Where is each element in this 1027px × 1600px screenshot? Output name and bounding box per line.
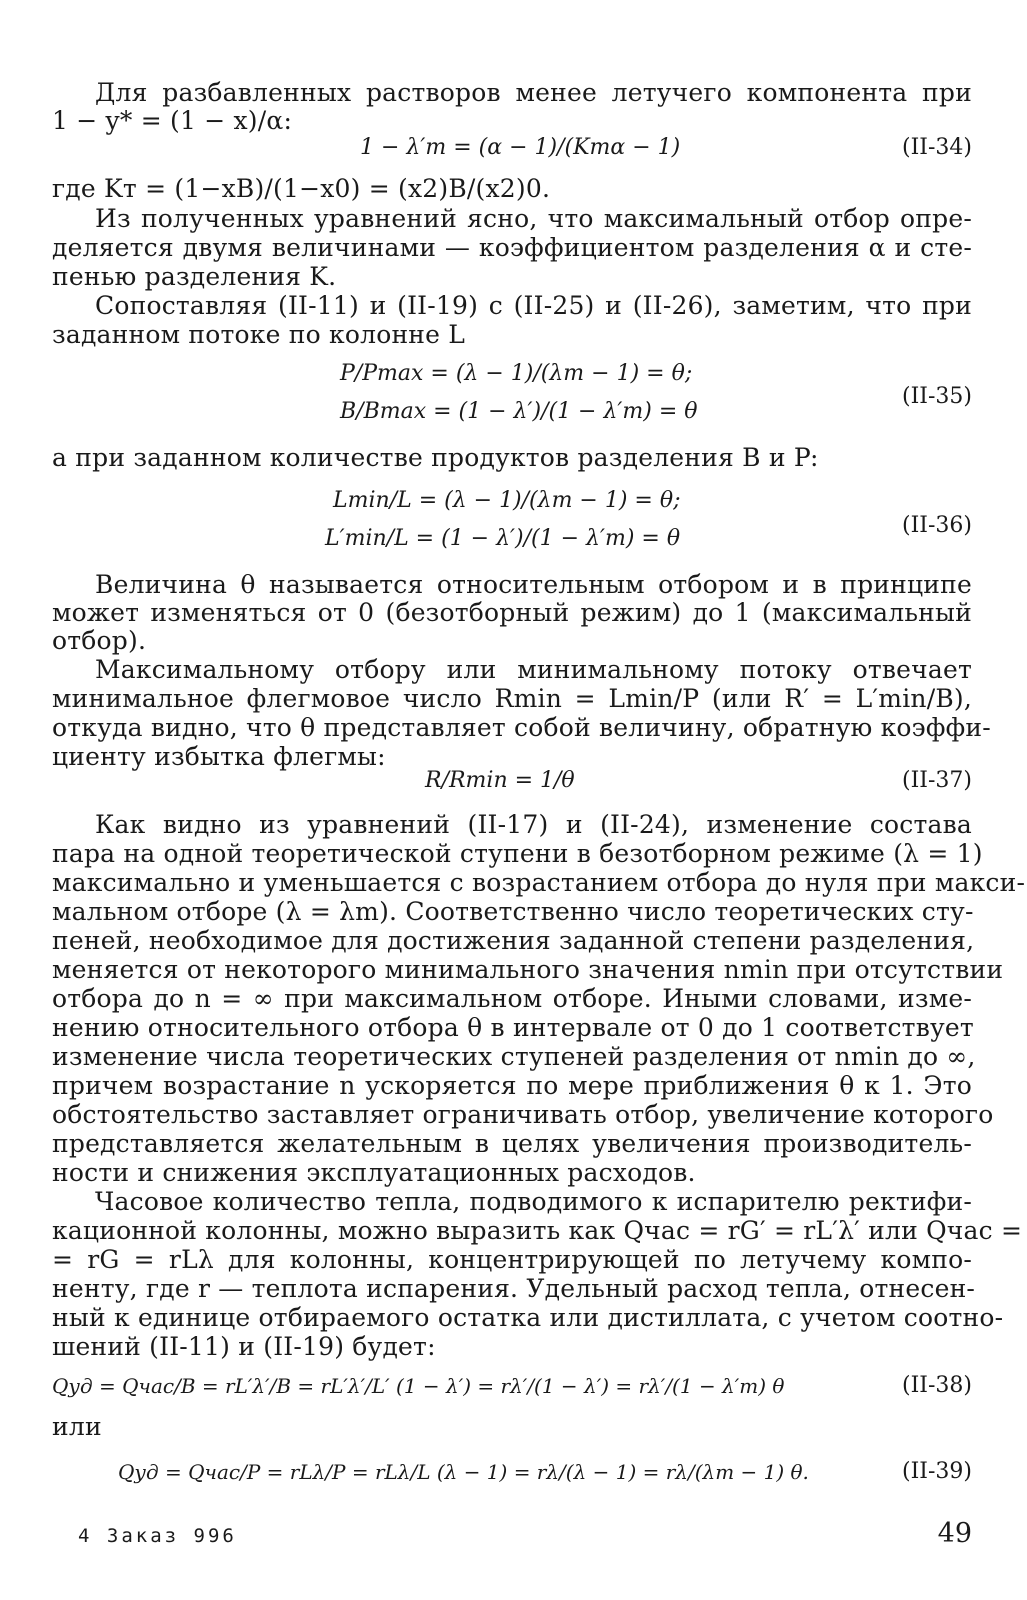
- text-line: Для разбавленных растворов менее летучего компонента при: [95, 78, 972, 107]
- equation-number: (II-36): [902, 513, 972, 538]
- text-line: Из полученных уравнений ясно, что максимальный отбор опре-: [95, 204, 972, 233]
- page-number: 49: [937, 1518, 972, 1549]
- text-line: мальном отборе (λ = λm). Соответственно число теоретических сту-: [52, 897, 974, 926]
- equation-II-36a: Lmin/L = (λ − 1)/(λm − 1) = θ;: [333, 488, 681, 513]
- equation-II-36b: L′min/L = (1 − λ′)/(1 − λ′m) = θ: [325, 526, 681, 551]
- text-line: может изменяться от 0 (безотборный режим) до 1 (максимальный: [52, 598, 972, 627]
- text-line: изменение числа теоретических ступеней разделения от nmin до ∞,: [52, 1042, 976, 1071]
- text-line: Часовое количество тепла, подводимого к испарителю ректифи-: [95, 1187, 972, 1216]
- equation-number: (II-34): [902, 135, 972, 160]
- equation-II-39: Qуд = Qчас/P = rLλ/P = rLλ/L (λ − 1) = rλ/(λ − 1) = rλ/(λm − 1) θ.: [118, 1460, 809, 1484]
- text-line: откуда видно, что θ представляет собой величину, обратную коэффи-: [52, 713, 991, 742]
- equation-II-35a: P/Pmax = (λ − 1)/(λm − 1) = θ;: [340, 361, 693, 386]
- equation-II-37: R/Rmin = 1/θ: [425, 768, 575, 793]
- text-line: Сопоставляя (II-11) и (II-19) с (II-25) и (II-26), заметим, что при: [95, 291, 972, 320]
- text-line: отбор).: [52, 626, 147, 655]
- equation-number: (II-37): [902, 768, 972, 793]
- text-line: а при заданном количестве продуктов разделения B и P:: [52, 443, 819, 472]
- equation-II-38: Qуд = Qчас/B = rL′λ′/B = rL′λ′/L′ (1 − λ′) = rλ′/(1 − λ′) = rλ′/(1 − λ′m) θ: [52, 1374, 785, 1398]
- text-line: ный к единице отбираемого остатка или дистиллата, с учетом соотно-: [52, 1303, 1004, 1332]
- text-line: обстоятельство заставляет ограничивать отбор, увеличение которого: [52, 1100, 994, 1129]
- text-line: шений (II-11) и (II-19) будет:: [52, 1332, 436, 1361]
- text-line: ности и снижения эксплуатационных расходов.: [52, 1158, 696, 1187]
- text-line: где Kт = (1−xB)/(1−x0) = (x2)B/(x2)0.: [52, 174, 551, 203]
- text-line: 1 − y* = (1 − x)/α:: [52, 106, 293, 135]
- text-line: циенту избытка флегмы:: [52, 742, 386, 771]
- equation-number: (II-38): [902, 1373, 972, 1398]
- text-line: причем возрастание n ускоряется по мере приближения θ к 1. Это: [52, 1071, 972, 1100]
- text-line: пенью разделения K.: [52, 262, 337, 291]
- text-line: представляется желательным в целях увеличения производитель-: [52, 1129, 972, 1158]
- text-line: заданном потоке по колонне L: [52, 320, 466, 349]
- text-line: = rG = rLλ для колонны, концентрирующей по летучему компо-: [52, 1245, 972, 1274]
- text-line: пара на одной теоретической ступени в безотборном режиме (λ = 1): [52, 839, 983, 868]
- text-line: минимальное флегмовое число Rmin = Lmin/P (или R′ = L′min/B),: [52, 684, 972, 713]
- text-line: Величина θ называется относительным отбором и в принципе: [95, 570, 972, 599]
- text-line: Как видно из уравнений (II-17) и (II-24), изменение состава: [95, 810, 972, 839]
- equation-II-35b: B/Bmax = (1 − λ′)/(1 − λ′m) = θ: [340, 399, 698, 424]
- text-line: отбора до n = ∞ при максимальном отборе. Иными словами, изме-: [52, 984, 972, 1013]
- text-line: или: [52, 1412, 102, 1441]
- text-line: максимально и уменьшается с возрастанием отбора до нуля при макси-: [52, 868, 1026, 897]
- text-line: меняется от некоторого минимального значения nmin при отсутствии: [52, 955, 1004, 984]
- text-line: ненту, где r — теплота испарения. Удельный расход тепла, отнесен-: [52, 1274, 976, 1303]
- equation-II-34: 1 − λ′m = (α − 1)/(Kтα − 1): [360, 135, 681, 160]
- printer-signature: 4 Заказ 996: [78, 1525, 237, 1547]
- equation-number: (II-35): [902, 384, 972, 409]
- text-line: деляется двумя величинами — коэффициентом разделения α и сте-: [52, 233, 972, 262]
- text-line: пеней, необходимое для достижения заданной степени разделения,: [52, 926, 975, 955]
- text-line: Максимальному отбору или минимальному потоку отвечает: [95, 655, 972, 684]
- equation-number: (II-39): [902, 1459, 972, 1484]
- text-line: нению относительного отбора θ в интервале от 0 до 1 соответствует: [52, 1013, 974, 1042]
- text-line: кационной колонны, можно выразить как Qчас = rG′ = rL′λ′ или Qчас =: [52, 1216, 1023, 1245]
